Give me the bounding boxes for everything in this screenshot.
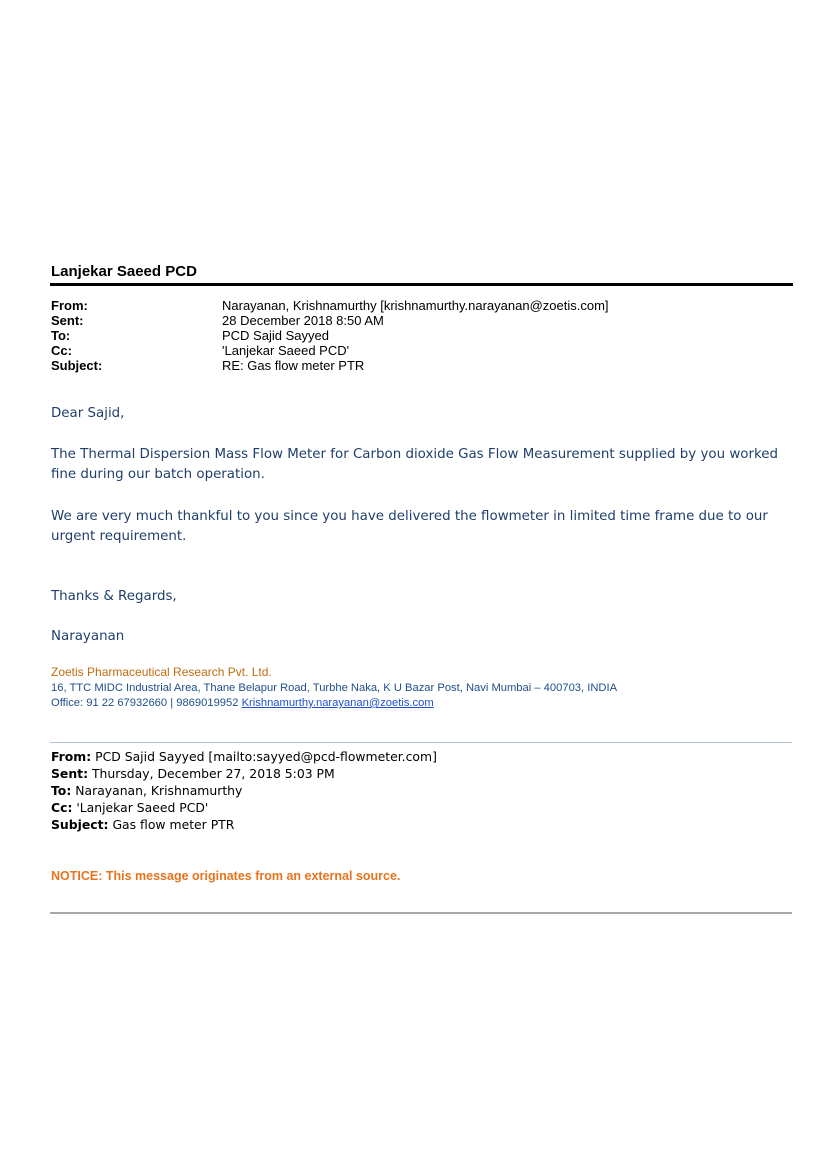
signature-contact	[51, 697, 434, 709]
quoted-from-label: From:	[51, 749, 92, 764]
header-subject-row	[51, 358, 609, 373]
signature-company: Zoetis Pharmaceutical Research Pvt. Ltd.	[51, 665, 272, 679]
header-to-label: To:	[51, 328, 71, 343]
quoted-cc-label: Cc:	[51, 800, 73, 815]
quoted-to-value: Narayanan, Krishnamurthy	[75, 783, 243, 798]
quoted-from-row	[51, 748, 437, 765]
header-from-value: Narayanan, Krishnamurthy [krishnamurthy.narayanan@zoetis.com]	[222, 298, 609, 313]
header-to-row	[51, 328, 609, 343]
quoted-to-label: To:	[51, 783, 72, 798]
quoted-header	[51, 748, 437, 833]
body-paragraph-2: We are very much thankful to you since you have delivered the flowmeter in limited time frame due to our urgent requirement.	[51, 509, 768, 544]
quoted-from-value: PCD Sajid Sayyed [mailto:sayyed@pcd-flowmeter.com]	[95, 749, 437, 764]
quoted-to-row	[51, 782, 437, 799]
quoted-cc-value: 'Lanjekar Saeed PCD'	[76, 800, 209, 815]
header-sent-label: Sent:	[51, 313, 84, 328]
quoted-cc-row	[51, 799, 437, 816]
sender-name: Narayanan	[51, 629, 125, 644]
bottom-divider	[50, 912, 792, 914]
signature-address: 16, TTC MIDC Industrial Area, Thane Belapur Road, Turbhe Naka, K U Bazar Post, Navi Mumbai – 400703, INDIA	[51, 682, 618, 694]
header-divider	[50, 283, 793, 286]
body-paragraph-1: The Thermal Dispersion Mass Flow Meter for Carbon dioxide Gas Flow Measurement supplied by you worked fine during our batch operation.	[51, 447, 779, 482]
quoted-sent-value: Thursday, December 27, 2018 5:03 PM	[91, 766, 335, 781]
header-cc-label: Cc:	[51, 343, 72, 358]
header-sent-row	[51, 313, 609, 328]
header-from-row	[51, 298, 609, 313]
quoted-sent-row	[51, 765, 437, 782]
header-to-value: PCD Sajid Sayyed	[222, 328, 329, 343]
header-from-label: From:	[51, 298, 88, 313]
quoted-divider	[50, 742, 792, 743]
quoted-subject-label: Subject:	[51, 817, 109, 832]
quoted-subject-value: Gas flow meter PTR	[112, 817, 235, 832]
header-subject-value: RE: Gas flow meter PTR	[222, 358, 365, 373]
header-subject-label: Subject:	[51, 358, 103, 373]
header-cc-value: 'Lanjekar Saeed PCD'	[222, 343, 350, 358]
mailbox-owner-name: Lanjekar Saeed PCD	[51, 263, 197, 280]
quoted-sent-label: Sent:	[51, 766, 89, 781]
body-greeting: Dear Sajid,	[51, 406, 125, 421]
header-cc-row	[51, 343, 609, 358]
signature-phone: Office: 91 22 67932660 | 9869019952	[51, 697, 239, 709]
email-header	[51, 298, 609, 373]
body-closing: Thanks & Regards,	[51, 589, 177, 604]
external-notice: NOTICE: This message originates from an external source.	[51, 869, 401, 883]
header-sent-value: 28 December 2018 8:50 AM	[222, 313, 384, 328]
quoted-subject-row	[51, 816, 437, 833]
signature-email-link[interactable]: Krishnamurthy.narayanan@zoetis.com	[241, 697, 434, 709]
